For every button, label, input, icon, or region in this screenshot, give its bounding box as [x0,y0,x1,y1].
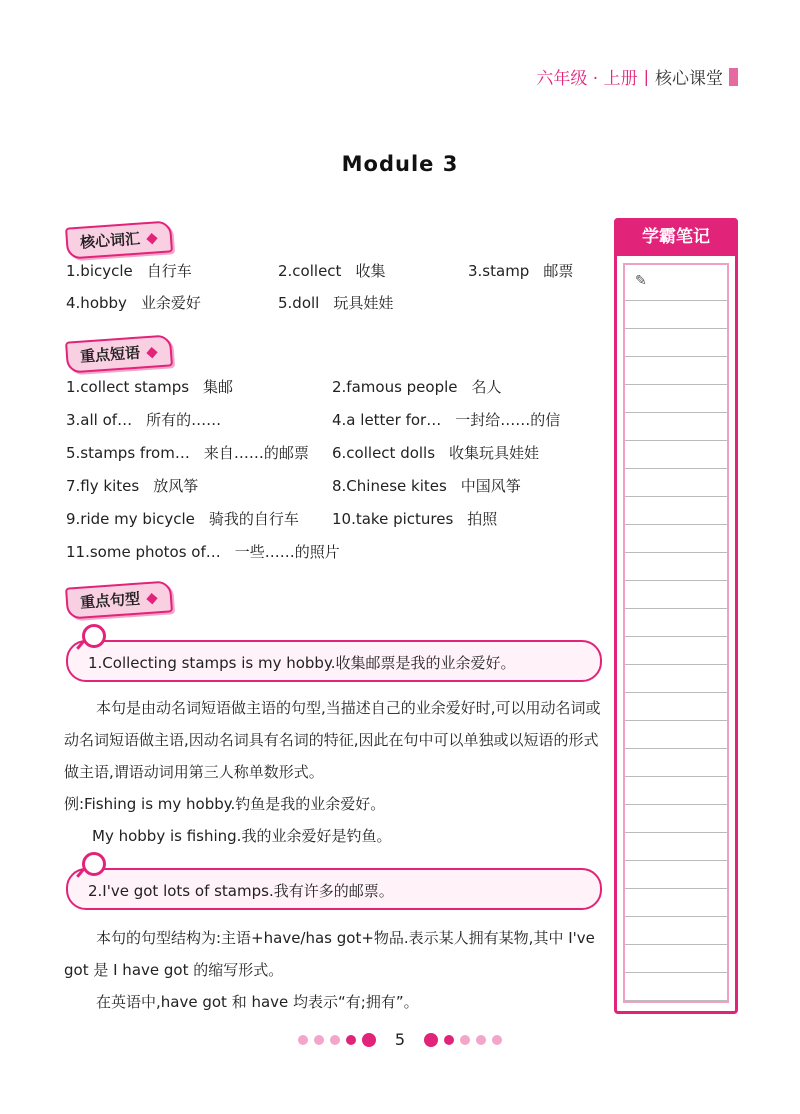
phrase-en: 9.ride my bicycle [66,510,195,528]
series-label: 核心课堂 [655,69,723,89]
phrase-cn: 来自……的邮票 [203,444,309,462]
vocab-cn: 玩具娃娃 [333,294,394,312]
notes-panel [614,218,738,1014]
vocab-en: 1.bicycle [66,262,133,280]
phrase-cn: 中国风筝 [460,477,521,495]
vocab-en: 2.collect [278,262,342,280]
phrase-en: 11.some photos of… [66,543,221,561]
section-tag-sentences-label: 重点句型 [79,589,141,612]
vocab-cn: 业余爱好 [140,294,201,312]
phrase-item [332,508,497,529]
vocab-item [468,260,573,281]
phrase-item [66,475,198,496]
vocab-en: 5.doll [278,294,320,312]
magnifier-icon [82,852,106,876]
section-tag-sentences [65,580,173,619]
pen-icon: ✎ [635,273,647,289]
notes-title: 学霸笔记 [614,218,738,256]
phrase-item [332,376,502,397]
phrase-en: 8.Chinese kites [332,477,447,495]
phrase-cn: 一些……的照片 [234,543,340,561]
phrase-item [332,409,560,430]
footer-dot [444,1035,454,1045]
phrase-en: 4.a letter for… [332,411,442,429]
module-title: Module 3 [341,152,459,176]
footer-dot [330,1035,340,1045]
pencil-icon [146,233,157,244]
phrase-item [66,409,221,430]
phrase-cn: 所有的…… [146,411,222,429]
header-separator: | [643,67,649,86]
phrase-en: 10.take pictures [332,510,454,528]
phrase-item [66,541,340,562]
footer-dot [314,1035,324,1045]
magnifier-icon [82,624,106,648]
phrase-cn: 一封给……的信 [455,411,561,429]
phrase-en: 1.collect stamps [66,378,190,396]
footer-dot [298,1035,308,1045]
section-tag-vocab [65,220,173,259]
phrase-cn: 收集玩具娃娃 [449,444,540,462]
footer-dot [346,1035,356,1045]
phrase-item [66,442,309,463]
pencil-icon [146,593,157,604]
vocab-item [66,292,201,313]
phrase-item [332,475,521,496]
phrase-item [66,376,233,397]
phrase-cn: 骑我的自行车 [208,510,299,528]
page-header [536,64,738,89]
sentence1-example1: 例:Fishing is my hobby.钓鱼是我的业余爱好。 [64,795,386,813]
phrase-cn: 集邮 [203,378,234,396]
phrase-item [66,508,299,529]
vocab-item [66,260,192,281]
phrase-en: 3.all of… [66,411,133,429]
footer-dot [362,1033,376,1047]
phrase-en: 2.famous people [332,378,458,396]
vocab-cn: 自行车 [146,262,192,280]
footer-dot [492,1035,502,1045]
phrase-cn: 名人 [471,378,502,396]
sentence-banner-2: 2.I've got lots of stamps.我有许多的邮票。 [66,868,602,910]
sentence1-explanation: 本句是由动名词短语做主语的句型,当描述自己的业余爱好时,可以用动名词或动名词短语做主语,因动名词具有名词的特征,因此在句中可以单独或以短语的形式做主语,谓语动词用第三人称单数形式。 [64,699,601,781]
vocab-item [278,260,385,281]
phrase-en: 6.collect dolls [332,444,436,462]
page-footer [0,1030,800,1049]
footer-dot [476,1035,486,1045]
vocab-cn: 收集 [355,262,386,280]
sentence-banner-1: 1.Collecting stamps is my hobby.收集邮票是我的业余爱好。 [66,640,602,682]
phrase-en: 5.stamps from… [66,444,190,462]
page-number: 5 [394,1030,406,1049]
section-tag-phrases-label: 重点短语 [79,343,141,366]
sentence2-note: 在英语中,have got 和 have 均表示“有;拥有”。 [96,993,419,1011]
vocab-en: 3.stamp [468,262,530,280]
phrase-cn: 放风筝 [153,477,199,495]
phrase-item [332,442,539,463]
vocab-cn: 邮票 [543,262,574,280]
vocab-item [278,292,393,313]
footer-dot [460,1035,470,1045]
phrase-en: 7.fly kites [66,477,140,495]
phrase-cn: 拍照 [467,510,498,528]
footer-dot [424,1033,438,1047]
section-tag-vocab-label: 核心词汇 [79,229,141,252]
vocab-en: 4.hobby [66,294,127,312]
pencil-icon [146,347,157,358]
header-tab-marker [729,68,738,86]
notes-lines [623,263,729,1003]
sentence1-example2: My hobby is fishing.我的业余爱好是钓鱼。 [92,827,392,845]
sentence2-explanation: 本句的句型结构为:主语+have/has got+物品.表示某人拥有某物,其中 I've got 是 I have got 的缩写形式。 [64,929,595,979]
section-tag-phrases [65,334,173,373]
grade-label: 六年级 · 上册 [536,69,638,89]
